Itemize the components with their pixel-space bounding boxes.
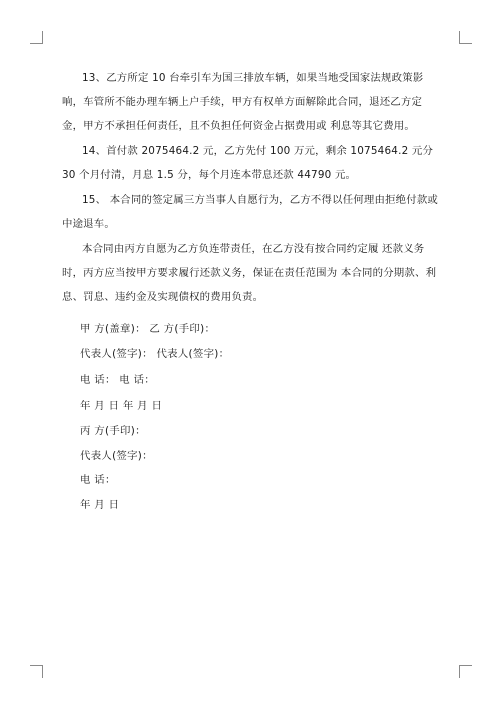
signature-party-c: 丙 方(手印)： (80, 425, 146, 437)
crop-mark-bottom-left (30, 665, 43, 678)
signature-phone-ab: 电 话： 电 话： (80, 374, 155, 386)
clause-13: 13、乙方所定 10 台牵引车为国三排放车辆，如果当地受国家法规政策影响，车管所不能办理车辆上户手续，甲方有权单方面解除此合同，退还乙方定金，甲方不承担任何责任，且不负担任何资金占据费用或 利息等其它费用。 (62, 72, 424, 132)
guarantee-clause: 本合同由丙方自愿为乙方负连带责任，在乙方没有按合同约定履 还款义务时，丙方应当按甲方要求履行还款义务，保证在责任范围为 本合同的分期款、利息、罚息、违约金及实现债权的费用负责。 (62, 243, 437, 303)
clause-15: 15、 本合同的签定属三方当事人自愿行为，乙方不得以任何理由拒绝付款或中途退车。 (62, 194, 439, 230)
signature-phone-c: 电 话： (80, 474, 116, 486)
crop-mark-top-right (459, 31, 472, 44)
signature-parties-ab: 甲 方(盖章)： 乙 方(手印)： (80, 323, 216, 335)
clause-14: 14、首付款 2075464.2 元，乙方先付 100 万元，剩余 1075464.2 元分 30 个月付清，月息 1.5 分，每个月连本带息还款 44790 元。 (62, 145, 434, 181)
signature-rep-c: 代表人(签字)： (80, 450, 153, 462)
crop-mark-top-left (30, 31, 43, 44)
crop-mark-bottom-right (459, 665, 472, 678)
signature-date-ab: 年 月 日 年 月 日 (80, 400, 163, 412)
signature-date-c: 年 月 日 (80, 499, 120, 511)
signature-reps-ab: 代表人(签字)： 代表人(签字)： (80, 348, 230, 360)
